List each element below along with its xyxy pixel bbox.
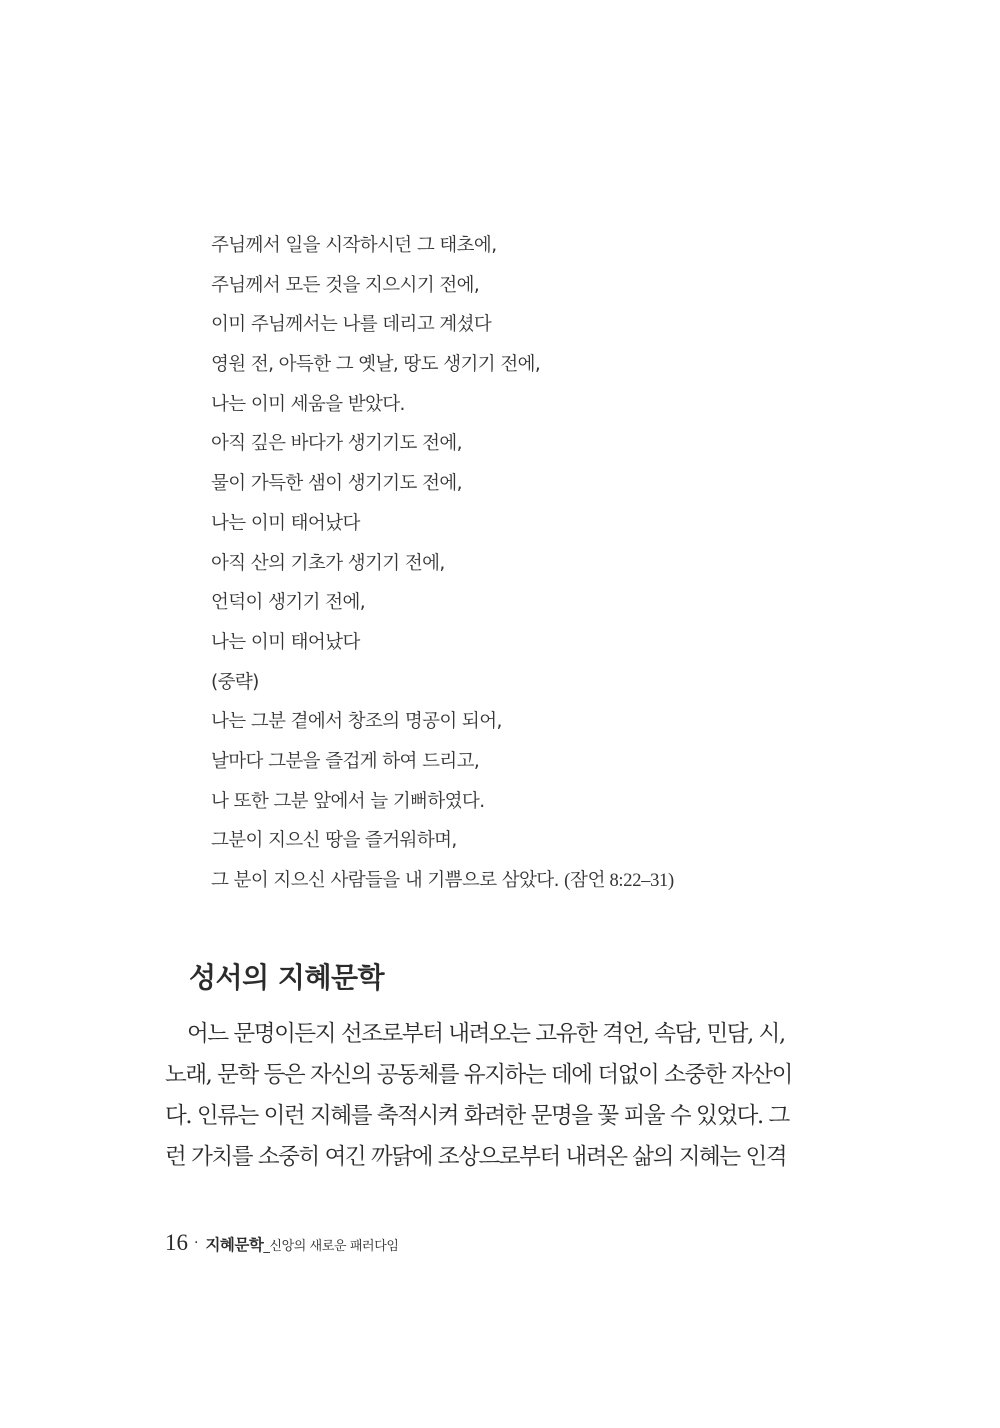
footer-separator: ·	[194, 1235, 199, 1251]
quote-line: 나는 그분 곁에서 창조의 명공이 되어,	[211, 711, 502, 733]
quote-line: 나 또한 그분 앞에서 늘 기뻐하였다.	[211, 790, 485, 812]
quote-line: 영원 전, 아득한 그 옛날, 땅도 생기기 전에,	[211, 354, 541, 376]
quote-line: 주님께서 모든 것을 지으시기 전에,	[211, 274, 480, 296]
paragraph-line: 런 가치를 소중히 여긴 까닭에 조상으로부터 내려온 삶의 지혜는 인격	[165, 1144, 787, 1170]
quote-citation: (잠언 8:22–31)	[564, 871, 674, 891]
quote-line: 언덕이 생기기 전에,	[211, 592, 366, 614]
quote-line: (중략)	[211, 671, 259, 693]
quote-line: 물이 가득한 샘이 생기기도 전에,	[211, 473, 462, 495]
quote-line-last	[211, 861, 674, 901]
quote-line: 그분이 지으신 땅을 즐거워하며,	[211, 830, 457, 852]
body-paragraph	[165, 1014, 792, 1178]
quote-line: 아직 산의 기초가 생기기 전에,	[211, 552, 445, 574]
section-heading: 성서의 지혜문학	[189, 961, 385, 994]
quote-line: 주님께서 일을 시작하시던 그 태초에,	[211, 235, 497, 256]
quote-line: 날마다 그분을 즐겁게 하여 드리고,	[211, 750, 480, 772]
quote-line: 이미 주님께서는 나를 데리고 계셨다	[211, 314, 492, 336]
quote-line: 아직 깊은 바다가 생기기도 전에,	[211, 433, 462, 455]
quote-line-text: 그 분이 지으신 사람들을 내 기쁨으로 삼았다.	[211, 870, 559, 891]
page-footer	[165, 1229, 399, 1261]
paragraph-line: 다. 인류는 이런 지혜를 축적시켜 화려한 문명을 꽃 피울 수 있었다. 그	[165, 1103, 789, 1129]
quote-line: 나는 이미 태어났다	[211, 631, 360, 653]
paragraph-line: 노래, 문학 등은 자신의 공동체를 유지하는 데에 더없이 소중한 자산이	[165, 1062, 792, 1088]
quote-line: 나는 이미 세움을 받았다.	[211, 393, 405, 415]
quote-line: 나는 이미 태어났다	[211, 512, 360, 534]
page-number: 16	[165, 1230, 188, 1255]
scripture-quote	[211, 226, 674, 901]
paragraph-line: 어느 문명이든지 선조로부터 내려오는 고유한 격언, 속담, 민담, 시,	[187, 1021, 785, 1047]
running-book-title: 지혜문학	[205, 1236, 264, 1254]
running-book-subtitle: _신앙의 새로운 패러다임	[263, 1239, 399, 1254]
